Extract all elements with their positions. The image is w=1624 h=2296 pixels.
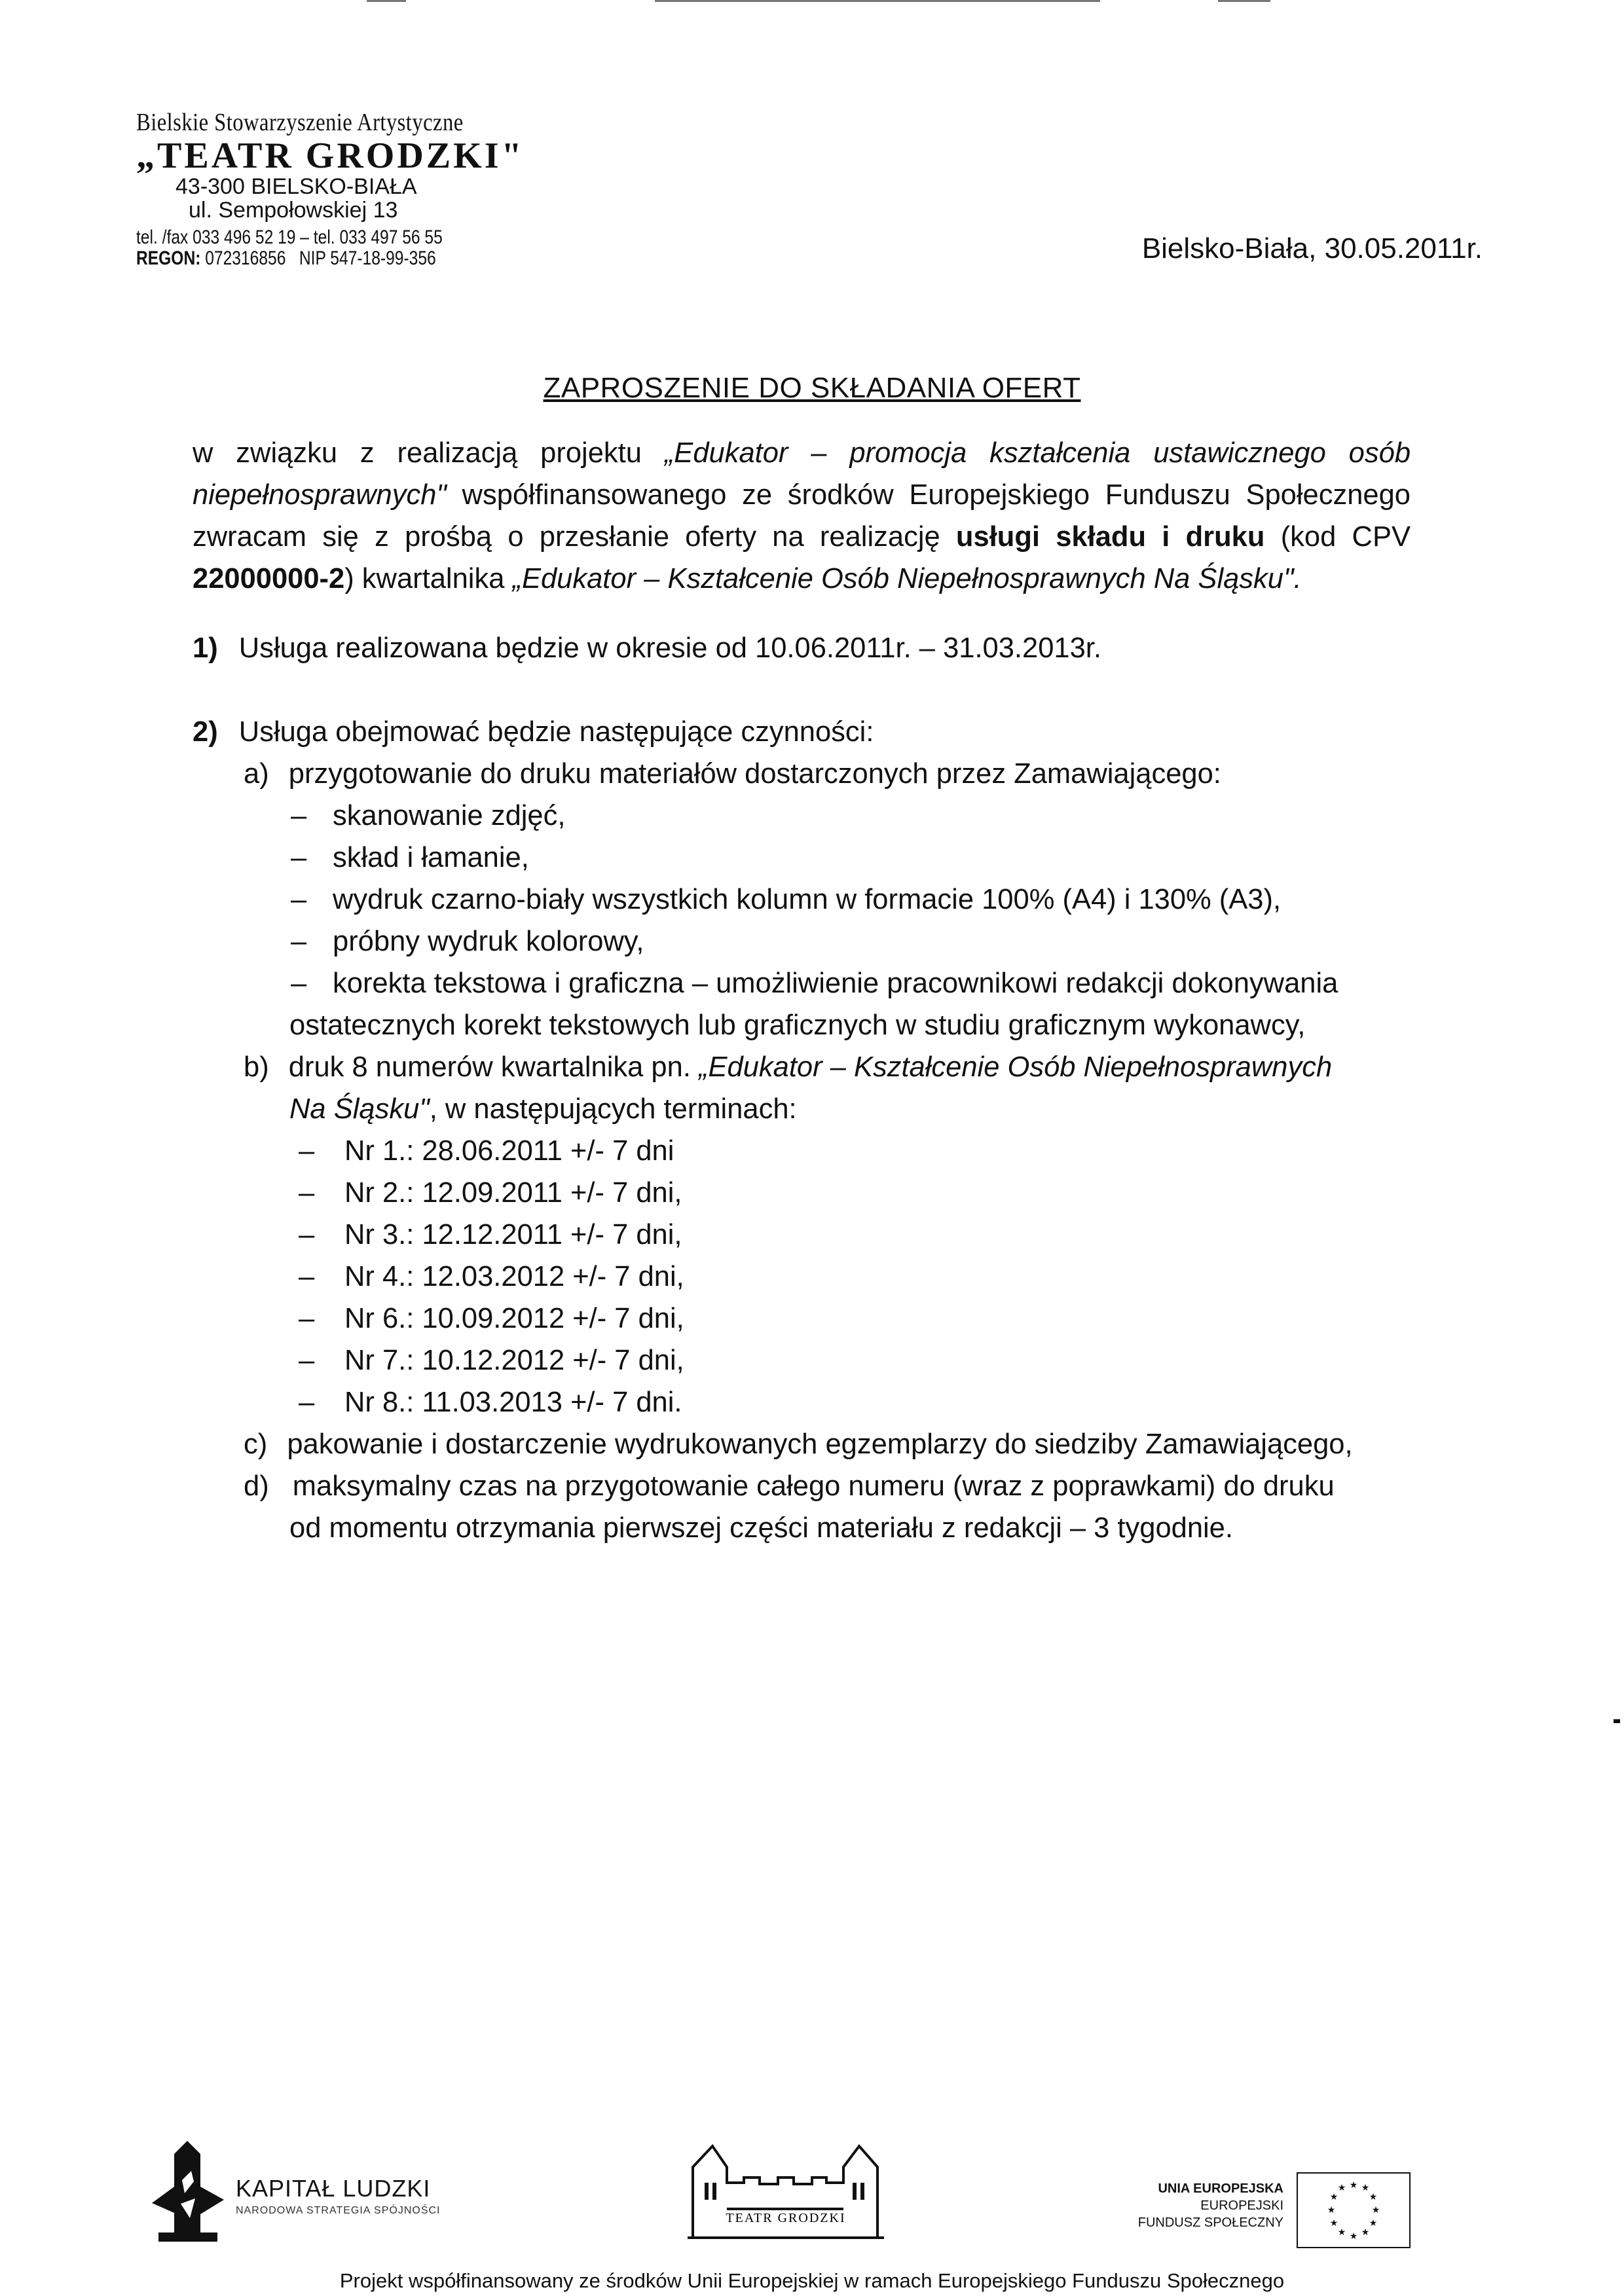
issue-schedule-item: Nr 3.: 12.12.2011 +/- 7 dni,: [344, 1219, 682, 1250]
list-dash: –: [291, 842, 307, 873]
list-dash: –: [299, 1219, 315, 1250]
postal-address: 43-300 BIELSKO-BIAŁA: [175, 174, 417, 199]
service-task-item: próbny wydruk kolorowy,: [333, 926, 644, 957]
service-task-item: skład i łamanie,: [333, 842, 529, 873]
point-2b-text: druk 8 numerów kwartalnika pn.: [288, 1051, 699, 1083]
issue-schedule-item: Nr 2.: 12.09.2011 +/- 7 dni,: [344, 1177, 682, 1209]
list-dash: –: [291, 884, 307, 915]
point-2a-text: przygotowanie do druku materiałów dostarczonych przez Zamawiającego:: [288, 758, 1221, 790]
service-task-item-continuation: ostatecznych korekt tekstowych lub graficznych w studiu graficznym wykonawcy,: [289, 1010, 1306, 1041]
teatr-grodzki-logo: [681, 2141, 891, 2242]
scan-mark: [1614, 1719, 1620, 1723]
point-2d-continuation: od momentu otrzymania pierwszej części materiału z redakcji – 3 tygodnie.: [289, 1512, 1233, 1544]
svg-text:★: ★: [1337, 2183, 1346, 2193]
point-2b-title-line2: Na Śląsku": [289, 1093, 430, 1125]
document-date: Bielsko-Biała, 30.05.2011r.: [1141, 232, 1483, 264]
regon-value: 072316856: [205, 247, 286, 269]
point-2b: [244, 1046, 1332, 1088]
point-2b-text-2: , w następujących terminach:: [429, 1093, 797, 1125]
scan-edge-mark: [1218, 0, 1270, 2]
point-2d-label: d): [244, 1470, 269, 1502]
svg-text:★: ★: [1329, 2218, 1338, 2229]
organization-name: „TEATR GRODZKI": [136, 136, 525, 176]
list-dash: –: [299, 1303, 315, 1334]
point-2b-label: b): [244, 1051, 269, 1083]
point-1: [193, 627, 1101, 669]
intro-text-1: w związku z realizacją projektu: [193, 437, 665, 469]
list-dash: –: [299, 1135, 315, 1167]
point-2d: [244, 1465, 1335, 1507]
service-task-item: skanowanie zdjęć,: [333, 800, 566, 831]
eu-label: [1138, 2180, 1283, 2231]
point-1-text: Usługa realizowana będzie w okresie od 10.06.2011r. – 31.03.2013r.: [238, 632, 1101, 664]
intro-paragraph: [193, 432, 1411, 600]
scan-edge-mark: [367, 0, 406, 2]
list-dash: –: [291, 800, 307, 831]
footer-logos: [0, 2141, 1624, 2246]
list-dash: –: [299, 1345, 315, 1376]
eu-label-line-1: UNIA EUROPEJSKA: [1158, 2181, 1283, 2196]
point-2b-title-line1: „Edukator – Kształcenie Osób Niepełnosprawnych: [699, 1051, 1333, 1083]
cpv-code: 22000000-2: [193, 563, 345, 594]
nip-value: NIP 547-18-99-356: [299, 247, 436, 269]
svg-text:★: ★: [1329, 2192, 1338, 2202]
regon-label: REGON:: [136, 247, 201, 269]
point-2c-text: pakowanie i dostarczenie wydrukowanych egzemplarzy do siedziby Zamawiającego,: [287, 1429, 1353, 1460]
svg-text:★: ★: [1327, 2205, 1336, 2215]
point-1-number: 1): [193, 632, 218, 664]
svg-text:★: ★: [1349, 2180, 1358, 2191]
eu-flag-icon: [1297, 2172, 1411, 2248]
issue-schedule-item: Nr 6.: 10.09.2012 +/- 7 dni,: [344, 1303, 684, 1334]
point-2-number: 2): [193, 716, 218, 748]
svg-text:★: ★: [1369, 2192, 1378, 2202]
point-2-text: Usługa obejmować będzie następujące czynności:: [238, 716, 874, 748]
svg-text:★: ★: [1371, 2205, 1380, 2215]
service-name: usługi składu i druku: [955, 521, 1265, 553]
svg-text:★: ★: [1369, 2218, 1378, 2229]
kapital-ludzki-subtitle: NARODOWA STRATEGIA SPÓJNOŚCI: [236, 2205, 441, 2216]
eu-label-line-2: EUROPEJSKI: [1200, 2198, 1283, 2213]
svg-text:★: ★: [1361, 2227, 1370, 2238]
issue-schedule-item: Nr 1.: 28.06.2011 +/- 7 dni: [344, 1135, 674, 1167]
phone-numbers: tel. /fax 033 496 52 19 – tel. 033 497 56 55: [136, 227, 443, 248]
point-2a-label: a): [244, 758, 269, 790]
document-title: ZAPROSZENIE DO SKŁADANIA OFERT: [543, 372, 1081, 404]
point-2d-text-line1: maksymalny czas na przygotowanie całego numeru (wraz z poprawkami) do druku: [292, 1470, 1335, 1502]
kapital-ludzki-logo-text: [236, 2175, 440, 2217]
list-dash: –: [291, 926, 307, 957]
kapital-ludzki-title: KAPITAŁ LUDZKI: [236, 2175, 431, 2202]
svg-text:★: ★: [1361, 2183, 1370, 2193]
street-address: ul. Sempołowskiej 13: [189, 198, 398, 223]
issue-schedule-item: Nr 4.: 12.03.2012 +/- 7 dni,: [344, 1261, 684, 1292]
svg-text:★: ★: [1337, 2227, 1346, 2238]
scan-edge-mark: [655, 0, 1100, 2]
point-2c: [244, 1423, 1353, 1465]
registration-numbers: [136, 249, 454, 268]
list-dash: –: [299, 1387, 315, 1418]
list-dash: –: [299, 1261, 315, 1292]
intro-text-2: współfinansowanego ze środków Europejskiego Funduszu Społecznego zwracam się z prośbą o przesłanie oferty na realizację: [193, 479, 1411, 553]
intro-text-3: (kod CPV: [1264, 521, 1411, 553]
eu-label-line-3: FUNDUSZ SPOŁECZNY: [1137, 2215, 1283, 2230]
footer-cofinancing-note: Projekt współfinansowany ze środków Unii Europejskiej w ramach Europejskiego Funduszu Społecznego: [339, 2269, 1285, 2292]
point-2b-continuation: [289, 1088, 797, 1130]
quarterly-name: „Edukator – Kształcenie Osób Niepełnosprawnych Na Śląsku".: [512, 563, 1302, 594]
issue-schedule-item: Nr 7.: 10.12.2012 +/- 7 dni,: [344, 1345, 684, 1376]
point-2a: [244, 753, 1221, 795]
intro-text-4: ) kwartalnika: [344, 563, 513, 594]
project-name: „Edukator – promocja kształcenia ustawicznego osób niepełnosprawnych": [193, 437, 1411, 511]
kapital-ludzki-logo-icon: [152, 2141, 224, 2249]
service-task-item: korekta tekstowa i graficzna – umożliwienie pracownikowi redakcji dokonywania: [333, 968, 1338, 999]
letterhead-stamp: [136, 110, 525, 268]
svg-text:★: ★: [1349, 2231, 1358, 2242]
point-2c-label: c): [244, 1429, 268, 1460]
point-2: [193, 711, 874, 753]
list-dash: –: [291, 968, 307, 999]
list-dash: –: [299, 1177, 315, 1209]
organization-type: Bielskie Stowarzyszenie Artystyczne: [136, 109, 464, 136]
issue-schedule-item: Nr 8.: 11.03.2013 +/- 7 dni.: [344, 1387, 682, 1418]
service-task-item: wydruk czarno-biały wszystkich kolumn w formacie 100% (A4) i 130% (A3),: [333, 884, 1282, 915]
teatr-grodzki-logo-text: TEATR GRODZKI: [726, 2211, 846, 2225]
